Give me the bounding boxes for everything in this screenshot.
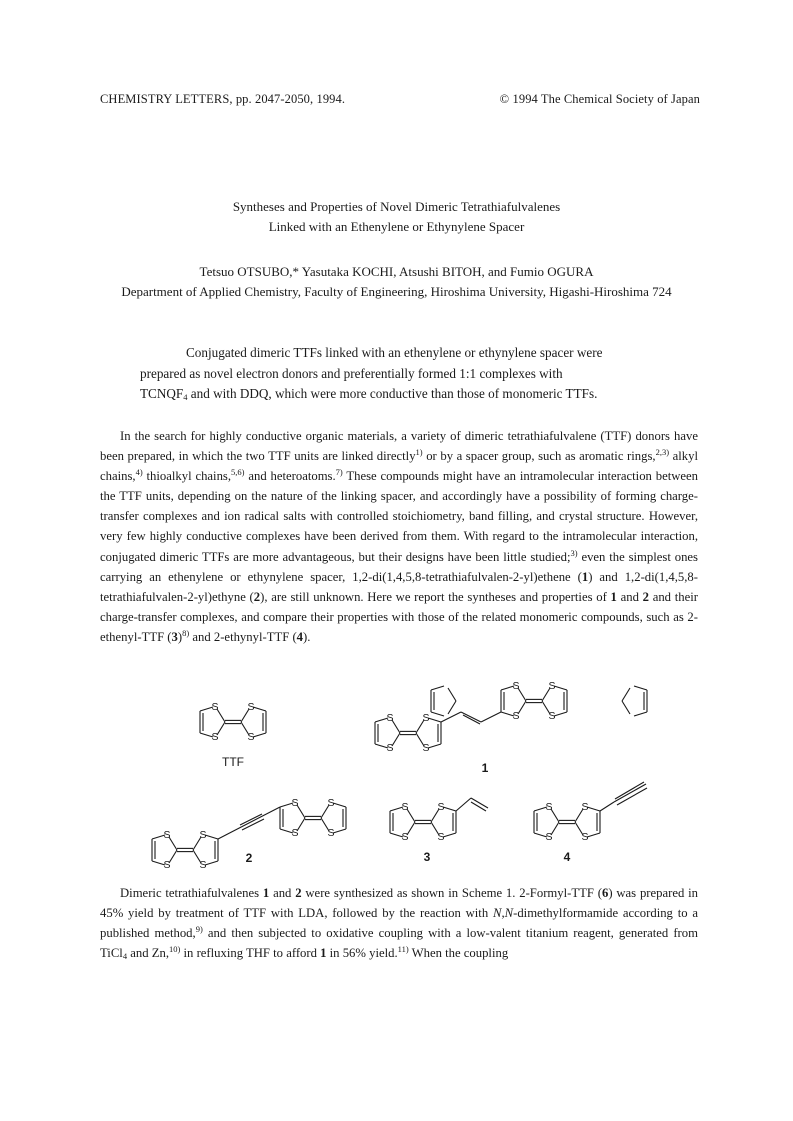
author-names: Tetsuo OTSUBO,* Yasutaka KOCHI, Atsushi BITOH, and Fumio OGURA [199, 264, 594, 279]
svg-text:S: S [437, 831, 445, 843]
label-compound-4: 4 [563, 850, 571, 864]
author-block [0, 262, 793, 302]
ttf-structure [200, 701, 266, 743]
svg-text:S: S [211, 731, 219, 743]
svg-text:S: S [545, 801, 553, 813]
body-paragraph-2: Dimeric tetrathiafulvalenes 1 and 2 were synthesized as shown in Scheme 1. 2-Formyl-TTF (6) was prepared in 45% yield by treatment of TTF with LDA, followed by the reaction with N,N-dimethylformamide according to a published method,$^{9)}$ and then subjected to oxidative coupling with a low-valent titanium reagent, generated from TiCl$_4$ and Zn,$^{10)}$ in refluxing THF to afford 1 in 56% yield.$^{11)}$ When the coupling [100, 886, 699, 962]
svg-text:S: S [199, 829, 207, 841]
label-ttf: TTF [222, 755, 244, 769]
svg-text:S: S [386, 712, 394, 724]
svg-text:S: S [545, 831, 553, 843]
title-line-1: Syntheses and Properties of Novel Dimeric Tetrathiafulvalenes [232, 199, 561, 214]
svg-text:S: S [422, 742, 430, 754]
svg-text:S: S [512, 680, 520, 692]
svg-text:S: S [512, 710, 520, 722]
svg-text:S: S [548, 680, 556, 692]
svg-text:S: S [437, 801, 445, 813]
label-compound-3: 3 [423, 850, 431, 864]
svg-text:S: S [199, 859, 207, 871]
svg-text:S: S [581, 831, 589, 843]
author-affiliation: Department of Applied Chemistry, Faculty of Engineering, Hiroshima University, Higashi-Hiroshima 724 [121, 284, 672, 299]
svg-text:S: S [163, 829, 171, 841]
svg-text:S: S [386, 742, 394, 754]
abstract-line: $TCNQF_4$ and with DDQ, which were more conductive than those of monomeric TTFs. [140, 386, 598, 402]
label-compound-1: 1 [481, 761, 489, 775]
abstract-line: prepared as novel electron donors and preferentially formed 1:1 complexes with [140, 365, 563, 381]
svg-text:S: S [548, 710, 556, 722]
svg-text:S: S [247, 701, 255, 713]
compound-3-structure [390, 798, 488, 843]
copyright-notice: © 1994 The Chemical Society of Japan [499, 92, 700, 106]
compound-1-structure [375, 680, 647, 754]
svg-text:S: S [401, 831, 409, 843]
svg-text:S: S [581, 801, 589, 813]
svg-text:S: S [401, 801, 409, 813]
abstract-line: Conjugated dimeric TTFs linked with an ethenylene or ethynylene spacer were [186, 345, 603, 360]
svg-text:S: S [327, 827, 335, 839]
svg-text:S: S [327, 797, 335, 809]
svg-text:S: S [422, 712, 430, 724]
body-paragraph-1: In the search for highly conductive organic materials, a variety of dimeric tetrathiafulvalene (TTF) donors have been prepared, in which the two TTF units are linked directly$^{1)}$ or by a spacer group, such as aromatic rings,$^{2,3)}$ alkyl chains,$^{4)}$ thioalkyl chains,$^{5,6)}$ and heteroatoms.$^{7)}$ These compounds might have an intramolecular interaction between the TTF units, depending on the nature of the linking spacer, and accordingly have a possibility of forming charge-transfer complexes and ion radical salts with controlled stoichiometry, band filling, and crystal structure. However, very few highly conductive complexes have been derived from them. With regard to the intramolecular interaction, conjugated dimeric TTFs are more advantageous, but their designs have been little studied;$^{3)}$ even the simplest ones carrying an ethenylene or ethynylene spacer, 1,2-di(1,4,5,8-tetrathiafulvalen-2-yl)ethene (1) and 1,2-di(1,4,5,8-tetrathiafulvalen-2-yl)ethyne (2), are still unknown. Here we report the syntheses and properties of 1 and 2 and their charge-transfer complexes, and compare their properties with those of the related monomeric compounds, such as 2-ethenyl-TTF $(3)^{8)}$ and 2-ethynyl-TTF (4). [100, 429, 698, 644]
abstract [140, 343, 686, 405]
chemical-structures-figure [0, 676, 793, 876]
svg-text:S: S [291, 827, 299, 839]
label-compound-2: 2 [245, 851, 253, 865]
title-line-2: Linked with an Ethenylene or Ethynylene Spacer [268, 219, 525, 234]
svg-text:S: S [291, 797, 299, 809]
compound-4-structure [534, 782, 647, 843]
svg-text:S: S [247, 731, 255, 743]
article-title [0, 197, 793, 237]
svg-text:S: S [211, 701, 219, 713]
svg-text:S: S [163, 859, 171, 871]
journal-citation: CHEMISTRY LETTERS, pp. 2047-2050, 1994. [100, 92, 346, 106]
